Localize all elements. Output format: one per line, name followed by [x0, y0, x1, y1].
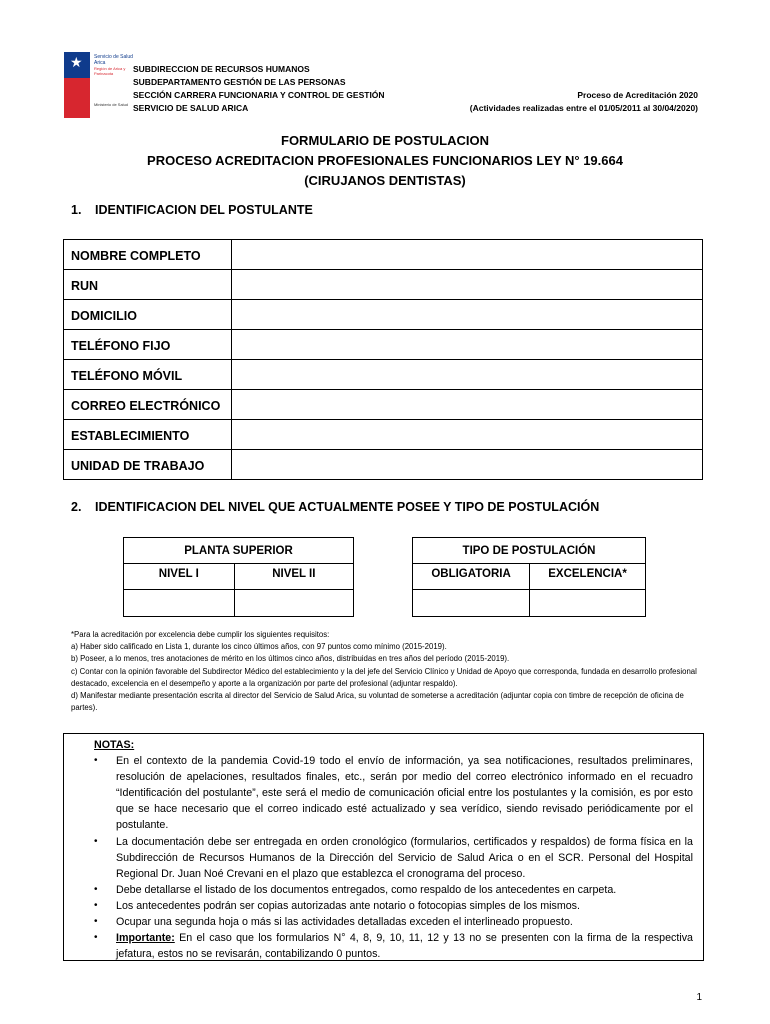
table-row — [124, 590, 354, 617]
list-item — [94, 882, 693, 898]
column-header: OBLIGATORIA — [413, 564, 530, 590]
bullet-icon: • — [94, 755, 98, 767]
notes-box — [63, 733, 704, 961]
bullet-icon: • — [94, 835, 98, 847]
form-title — [0, 131, 770, 191]
address-field[interactable] — [232, 300, 703, 330]
mobile-field[interactable] — [232, 360, 703, 390]
excellence-requirements — [71, 629, 711, 714]
tipo-postulacion-table — [412, 537, 646, 617]
requirement-line: *Para la acreditación por excelencia debe cumplir los siguientes requisitos: — [71, 630, 330, 639]
notes-list — [94, 753, 693, 962]
field-label: ESTABLECIMIENTO — [64, 420, 232, 450]
establishment-field[interactable] — [232, 420, 703, 450]
list-item — [94, 930, 693, 962]
email-field[interactable] — [232, 390, 703, 420]
list-item — [94, 753, 693, 833]
table-row — [64, 420, 703, 450]
column-header: NIVEL I — [124, 564, 235, 590]
title-line: PROCESO ACREDITACION PROFESIONALES FUNCIONARIOS LEY N° 19.664 — [147, 153, 623, 168]
field-label: TELÉFONO MÓVIL — [64, 360, 232, 390]
field-label: UNIDAD DE TRABAJO — [64, 450, 232, 480]
page-number: 1 — [696, 992, 702, 1003]
note-text: En el caso que los formularios N° 4, 8, 9, 10, 11, 12 y 13 no se presenten con la firma de la respectiva jefatura, estos no se revisarán, contabilizando 0 puntos. — [116, 932, 693, 961]
list-item — [94, 914, 693, 930]
column-group-header: PLANTA SUPERIOR — [124, 538, 354, 564]
header-line: SERVICIO DE SALUD ARICA — [133, 103, 249, 113]
table-row — [64, 300, 703, 330]
table-row — [413, 590, 646, 617]
table-row — [413, 538, 646, 564]
column-group-header: TIPO DE POSTULACIÓN — [413, 538, 646, 564]
field-label: NOMBRE COMPLETO — [64, 240, 232, 270]
header-process-info — [470, 89, 698, 115]
field-label: RUN — [64, 270, 232, 300]
note-text: La documentación debe ser entregada en orden cronológico (formularios, certificados y respaldos) de forma física en la Subdirección de Recursos Humanos de la Dirección del Servicio de Salud Arica o en el SCR. Personal del Hospital Regional Dr. Juan Noé Crevani en el plazo que establezca el cronograma del proceso. — [116, 835, 693, 880]
bullet-icon: • — [94, 932, 98, 944]
logo-text-region: Región de Arica y Parinacota — [94, 66, 126, 76]
header-line: SECCIÓN CARRERA FUNCIONARIA Y CONTROL DE GESTIÓN — [133, 90, 385, 100]
table-row — [124, 538, 354, 564]
note-text: Los antecedentes podrán ser copias autorizadas ante notario o fotocopias simples de los mismos. — [116, 899, 580, 912]
bullet-icon: • — [94, 916, 98, 928]
section-1-heading — [71, 203, 313, 217]
process-period: (Actividades realizadas entre el 01/05/2011 al 30/04/2020) — [469, 103, 698, 113]
planta-superior-table — [123, 537, 354, 617]
process-title: Proceso de Acreditación 2020 — [577, 90, 698, 100]
field-label: DOMICILIO — [64, 300, 232, 330]
logo-red-block — [64, 78, 90, 118]
run-field[interactable] — [232, 270, 703, 300]
table-row — [124, 564, 354, 590]
excelencia-checkbox-cell[interactable] — [530, 590, 646, 617]
table-row — [64, 360, 703, 390]
full-name-field[interactable] — [232, 240, 703, 270]
header-line: SUBDEPARTAMENTO GESTIÓN DE LAS PERSONAS — [133, 77, 346, 87]
table-row — [64, 450, 703, 480]
column-header: EXCELENCIA* — [530, 564, 646, 590]
bullet-icon: • — [94, 899, 98, 911]
note-text: En el contexto de la pandemia Covid-19 todo el envío de información, ya sea notificaciones, resultados preliminares, resolución de apelaciones, resultados finales, etc., serán por medio del correo electrónico informado en el recuadro “Identificación del postulante”, este será el medio de comunicación oficial entre los postulantes y la comisión, es por esto que se hace necesario que el correo indicado esté actualizado y sea verídico, siendo revisado periódicamente por el postulante. — [116, 755, 693, 832]
work-unit-field[interactable] — [232, 450, 703, 480]
section-title: IDENTIFICACION DEL POSTULANTE — [95, 203, 313, 217]
logo-text-service: Servicio de Salud Arica — [94, 54, 133, 66]
section-number: 1. — [71, 203, 82, 217]
note-text: Ocupar una segunda hoja o más si las actividades detalladas exceden el interlineado propuesto. — [116, 916, 573, 929]
header-departments — [133, 63, 385, 115]
requirement-line: c) Contar con la opinión favorable del Subdirector Médico del establecimiento y la del jefe del Servicio Clínico y Unidad de Apoyo que corresponda, fundada en desarrollo profesional destacado, excelencia en el desempeño y aporte a la organización por parte del profesional (adjuntar respaldo). — [71, 666, 697, 688]
note-text: Debe detallarse el listado de los documentos entregados, como respaldo de los antecedentes en carpeta. — [116, 883, 617, 896]
field-label: TELÉFONO FIJO — [64, 330, 232, 360]
ministry-logo — [64, 52, 133, 118]
obligatoria-checkbox-cell[interactable] — [413, 590, 530, 617]
logo-text-ministry: Ministerio de Salud — [94, 102, 129, 107]
nivel-ii-checkbox-cell[interactable] — [234, 590, 353, 617]
section-title: IDENTIFICACION DEL NIVEL QUE ACTUALMENTE POSEE Y TIPO DE POSTULACIÓN — [95, 500, 600, 514]
table-row — [64, 240, 703, 270]
section-2-heading — [71, 500, 599, 514]
logo-star-block — [64, 52, 90, 78]
table-row — [413, 564, 646, 590]
list-item — [94, 834, 693, 882]
bullet-icon: • — [94, 883, 98, 895]
applicant-identification-table — [63, 239, 703, 480]
section-number: 2. — [71, 500, 82, 514]
header-line: SUBDIRECCION DE RECURSOS HUMANOS — [133, 64, 310, 74]
title-line: FORMULARIO DE POSTULACION — [281, 133, 489, 148]
table-row — [64, 330, 703, 360]
landline-field[interactable] — [232, 330, 703, 360]
list-item — [94, 898, 693, 914]
nivel-i-checkbox-cell[interactable] — [124, 590, 235, 617]
requirement-line: b) Poseer, a lo menos, tres anotaciones de mérito en los últimos cinco años, distribuidas en tres años del período (2015-2019). — [71, 654, 510, 664]
field-label: CORREO ELECTRÓNICO — [64, 390, 232, 420]
notes-heading: NOTAS: — [94, 739, 135, 751]
title-line: (CIRUJANOS DENTISTAS) — [304, 173, 466, 188]
requirement-line: a) Haber sido calificado en Lista 1, durante los cinco últimos años, con 97 puntos como mínimo (2015-2019). — [71, 642, 447, 652]
table-row — [64, 390, 703, 420]
column-header: NIVEL II — [234, 564, 353, 590]
requirement-line: d) Manifestar mediante presentación escrita al director del Servicio de Salud Arica, su voluntad de someterse a acreditación (adjuntar copia con timbre de recepción de oficina de partes). — [71, 691, 684, 713]
important-label: Importante: — [116, 932, 175, 945]
table-row — [64, 270, 703, 300]
